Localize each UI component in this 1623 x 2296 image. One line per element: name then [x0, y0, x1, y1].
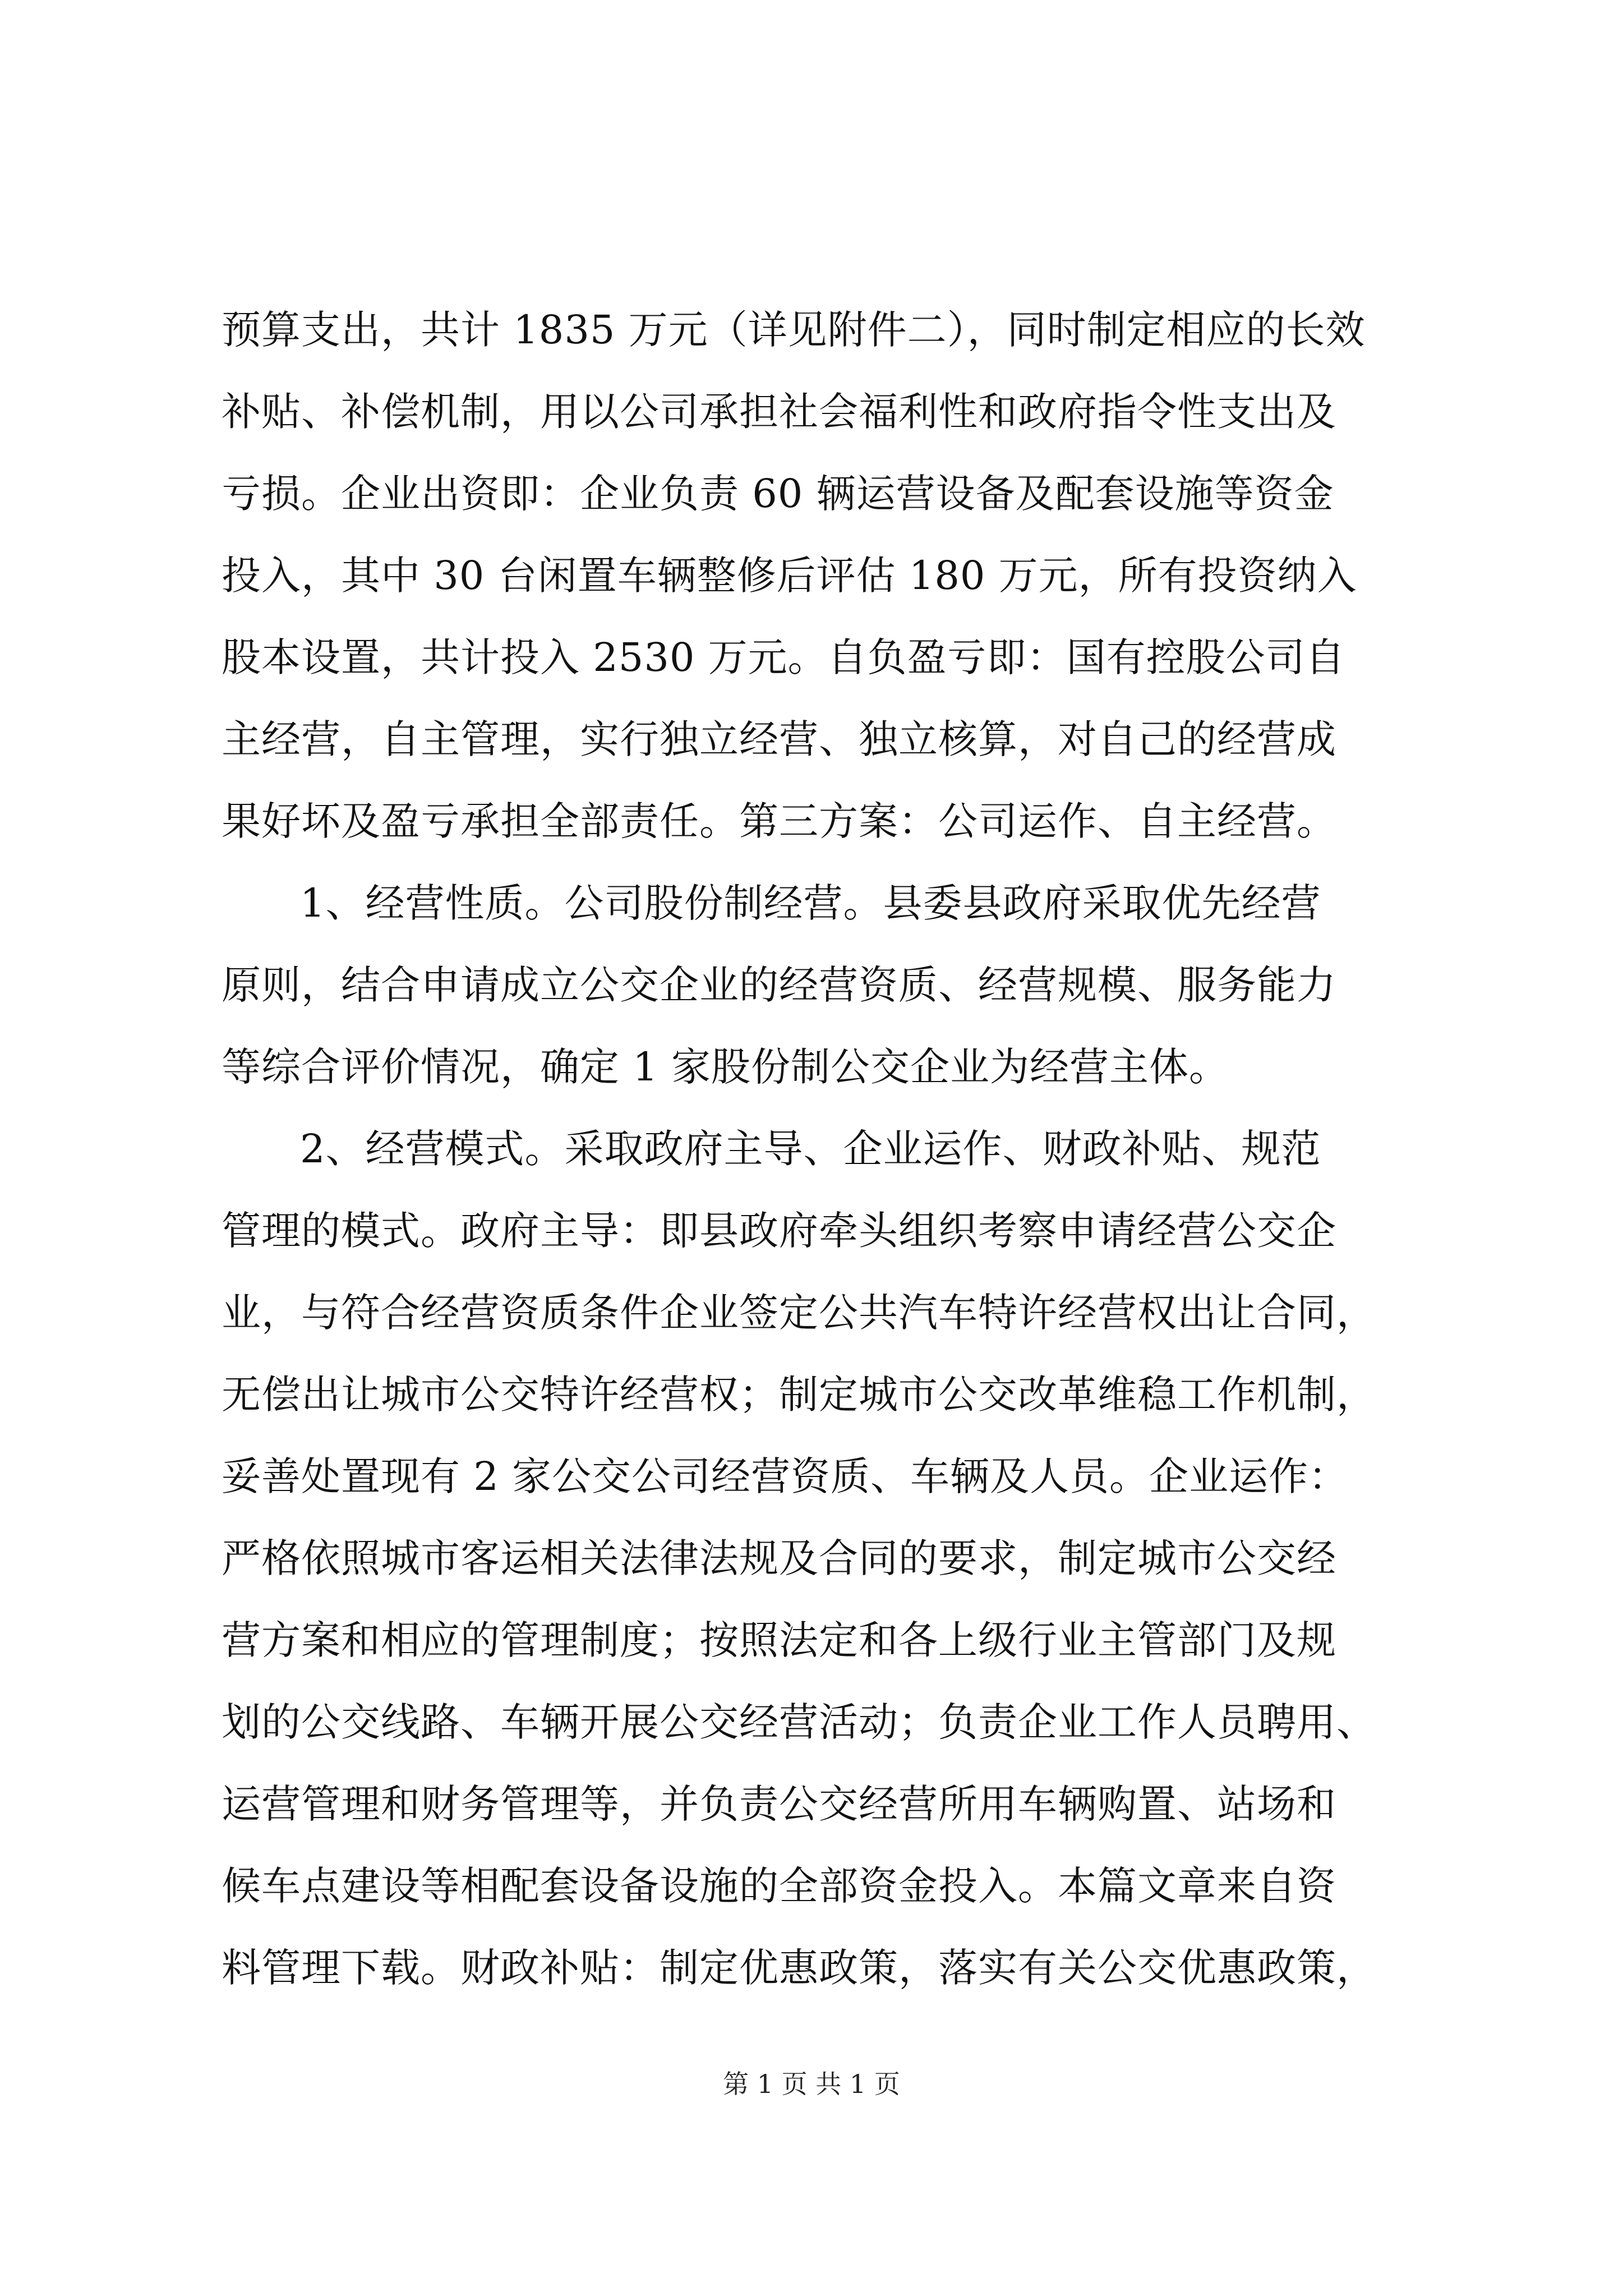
- text-line-11: 2、经营模式。采取政府主导、企业运作、财政补贴、规范: [300, 1126, 1321, 1172]
- text-line-7: 果好坏及盈亏承担全部责任。第三方案：公司运作、自主经营。: [222, 798, 1336, 844]
- text-line-10: 等综合评价情况，确定 1 家股份制公交企业为经营主体。: [222, 1044, 1229, 1090]
- text-line-1: 预算支出，共计 1835 万元（详见附件二），同时制定相应的长效: [222, 307, 1366, 353]
- text-line-8: 1、经营性质。公司股份制经营。县委县政府采取优先经营: [300, 880, 1321, 926]
- page-number-label: 第 1 页 共 1 页: [723, 2069, 900, 2099]
- text-line-17: 营方案和相应的管理制度；按照法定和各上级行业主管部门及规: [222, 1617, 1336, 1663]
- text-line-18: 划的公交线路、车辆开展公交经营活动；负责企业工作人员聘用、: [222, 1699, 1376, 1745]
- text-line-13: 业，与符合经营资质条件企业签定公共汽车特许经营权出让合同，: [222, 1290, 1376, 1336]
- text-line-9: 原则，结合申请成立公交企业的经营资质、经营规模、服务能力: [222, 962, 1336, 1008]
- text-line-15: 妥善处置现有 2 家公交公司经营资质、车辆及人员。企业运作：: [222, 1453, 1349, 1499]
- text-line-14: 无偿出让城市公交特许经营权；制定城市公交改革维稳工作机制，: [222, 1372, 1376, 1418]
- page-footer: [0, 2067, 1623, 2101]
- text-line-16: 严格依照城市客运相关法律法规及合同的要求，制定城市公交经: [222, 1535, 1336, 1581]
- text-line-4: 投入，其中 30 台闲置车辆整修后评估 180 万元，所有投资纳入: [222, 553, 1357, 599]
- text-line-19: 运营管理和财务管理等，并负责公交经营所用车辆购置、站场和: [222, 1781, 1336, 1827]
- text-line-6: 主经营，自主管理，实行独立经营、独立核算，对自己的经营成: [222, 716, 1336, 762]
- text-line-5: 股本设置，共计投入 2530 万元。自负盈亏即：国有控股公司自: [222, 634, 1345, 680]
- text-line-3: 亏损。企业出资即：企业负责 60 辆运营设备及配套设施等资金: [222, 471, 1334, 517]
- text-line-20: 候车点建设等相配套设备设施的全部资金投入。本篇文章来自资: [222, 1863, 1336, 1909]
- text-line-2: 补贴、补偿机制，用以公司承担社会福利性和政府指令性支出及: [222, 389, 1336, 435]
- text-line-21: 料管理下载。财政补贴：制定优惠政策，落实有关公交优惠政策，: [222, 1945, 1376, 1991]
- text-line-12: 管理的模式。政府主导：即县政府牵头组织考察申请经营公交企: [222, 1208, 1336, 1254]
- document-body: [222, 289, 1427, 2009]
